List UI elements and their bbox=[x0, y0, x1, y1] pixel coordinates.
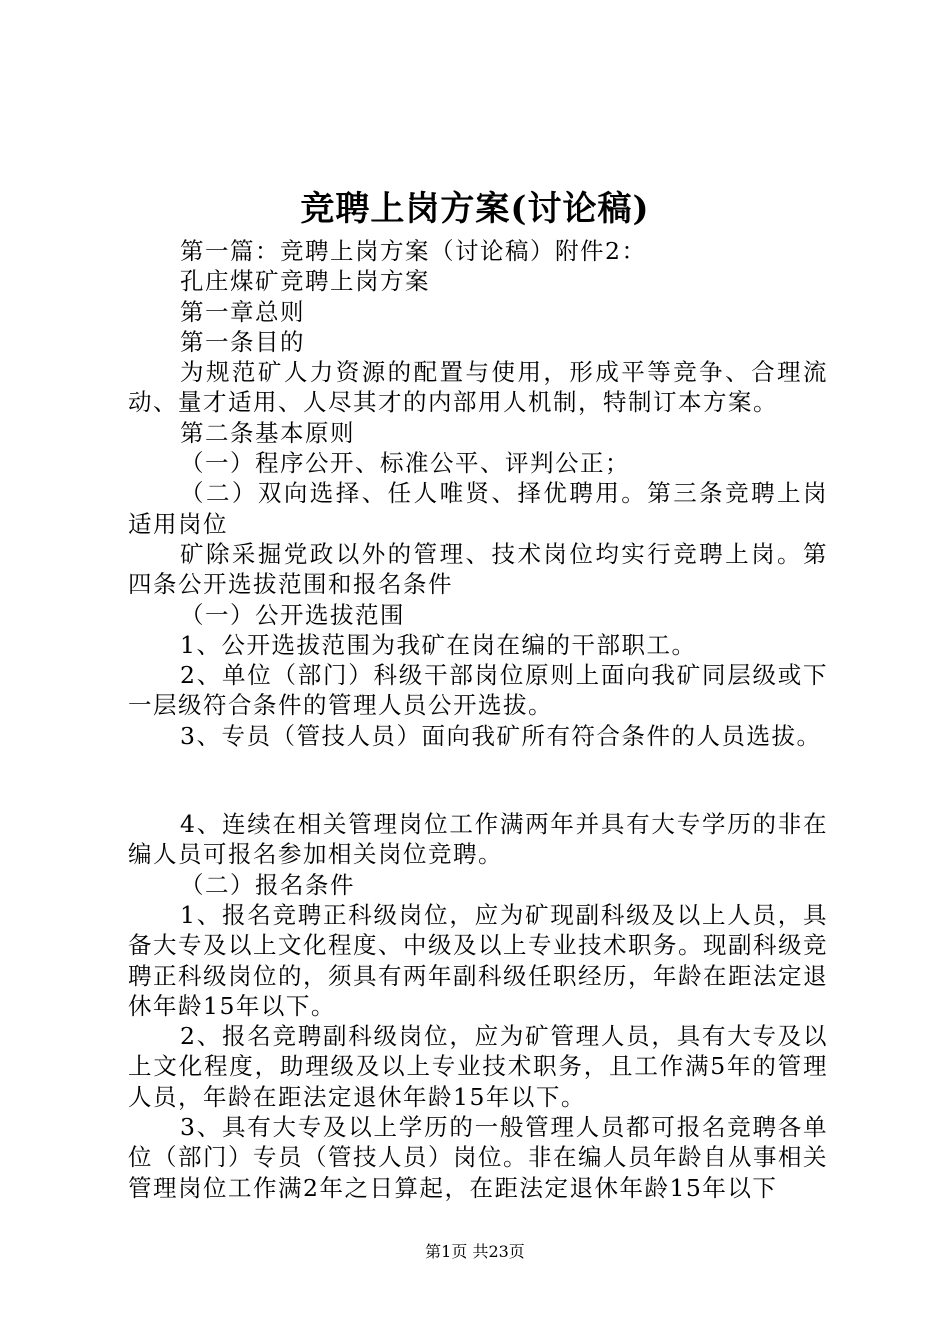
paragraph-article-2: 第二条基本原则 bbox=[180, 418, 355, 447]
paragraph-condition-2: 2、报名竞聘副科级岗位，应为矿管理人员，具有大专及以上文化程度，助理级及以上专业技术职务，且工作满5年的管理人员，年龄在距法定退休年龄15年以下。 bbox=[128, 1022, 828, 1111]
paragraph-gap bbox=[128, 751, 828, 809]
paragraph-condition-3: 3、具有大专及以上学历的一般管理人员都可报名竞聘各单位（部门）专员（管技人员）岗位。非在编人员年龄自从事相关管理岗位工作满2年之日算起，在距法定退休年龄15年以下 bbox=[128, 1113, 828, 1202]
paragraph-article-1: 第一条目的 bbox=[180, 327, 305, 356]
paragraph-scope-4: 4、连续在相关管理岗位工作满两年并具有大专学历的非在编人员可报名参加相关岗位竞聘。 bbox=[128, 810, 828, 869]
paragraph-scope-1: 1、公开选拔范围为我矿在岗在编的干部职工。 bbox=[180, 630, 697, 659]
paragraph-scope-2: 2、单位（部门）科级干部岗位原则上面向我矿同层级或下一层级符合条件的管理人员公开选拔。 bbox=[128, 661, 828, 720]
paragraph-section-heading: 第一篇：竞聘上岗方案（讨论稿）附件2： bbox=[180, 237, 647, 265]
paragraph-conditions-heading: （二）报名条件 bbox=[180, 870, 355, 899]
paragraph-selection-scope-heading: （一）公开选拔范围 bbox=[180, 600, 405, 629]
document-body bbox=[128, 236, 828, 1203]
document-title: 竞聘上岗方案(讨论稿) bbox=[300, 189, 650, 229]
paragraph-principle-2: （二）双向选择、任人唯贤、择优聘用。第三条竞聘上岗适用岗位 bbox=[128, 479, 828, 538]
paragraph-condition-1: 1、报名竞聘正科级岗位，应为矿现副科级及以上人员，具备大专及以上文化程度、中级及以上专业技术职务。现副科级竞聘正科级岗位的，须具有两年副科级任职经历，年龄在距法定退休年龄15年以下。 bbox=[128, 900, 828, 1020]
page-footer: 第1页 共23页 bbox=[425, 1242, 525, 1261]
paragraph-chapter-1: 第一章总则 bbox=[180, 297, 305, 326]
paragraph-plan-name: 孔庄煤矿竞聘上岗方案 bbox=[180, 267, 430, 296]
paragraph-principle-1: （一）程序公开、标准公平、评判公正； bbox=[180, 449, 630, 478]
paragraph-applicable-positions: 矿除采掘党政以外的管理、技术岗位均实行竞聘上岗。第四条公开选拔范围和报名条件 bbox=[128, 539, 828, 599]
paragraph-scope-3: 3、专员（管技人员）面向我矿所有符合条件的人员选拔。 bbox=[180, 721, 822, 750]
paragraph-purpose: 为规范矿人力资源的配置与使用，形成平等竞争、合理流动、量才适用、人尽其才的内部用人机制，特制订本方案。 bbox=[128, 358, 828, 417]
